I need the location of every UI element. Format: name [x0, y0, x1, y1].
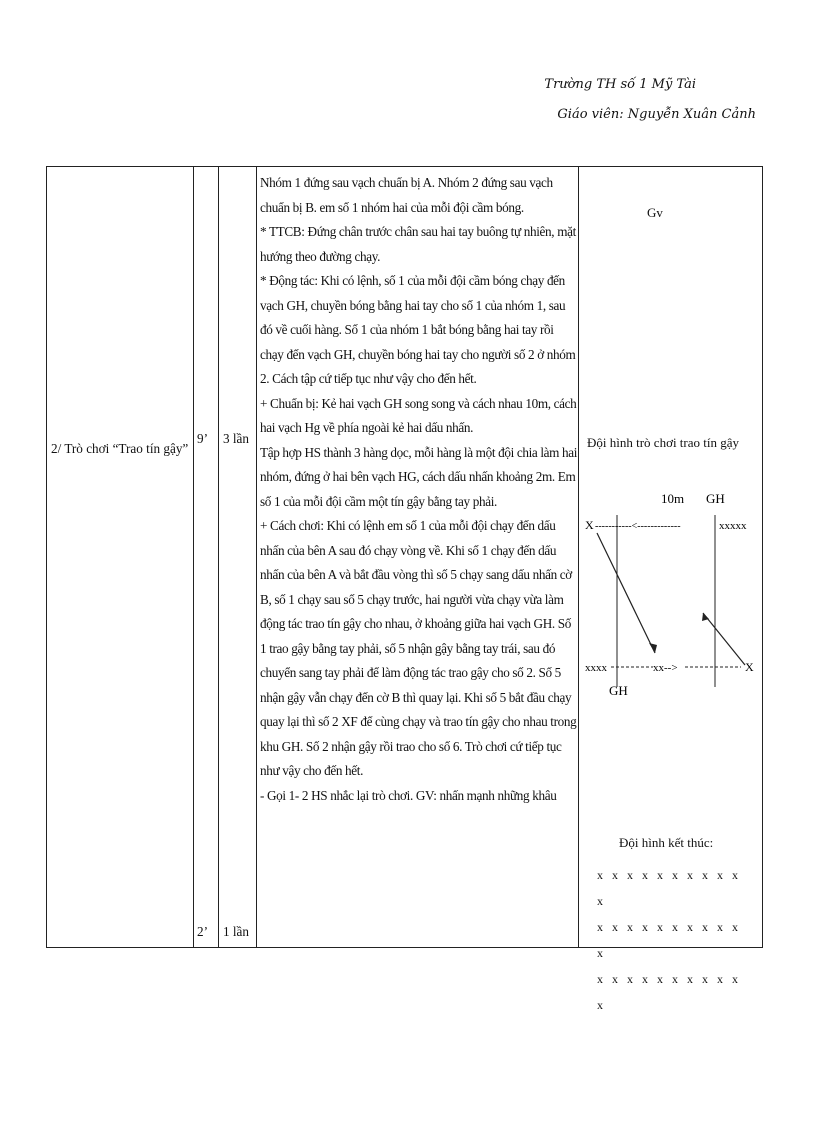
- column-divider: [193, 167, 194, 947]
- end-formation-title: Đội hình kết thúc:: [619, 835, 714, 850]
- column-divider: [218, 167, 219, 947]
- paragraph: * TTCB: Đứng chân trước chân sau hai tay buông tự nhiên, mặt hướng theo đường chạy.: [260, 224, 576, 264]
- formation-row: x x x x x x x x x x x: [597, 972, 741, 1012]
- time-cell-1: 9’: [197, 431, 208, 446]
- relay-diagram-svg: [581, 487, 763, 717]
- school-name: Trường TH số 1 Mỹ Tài: [544, 77, 696, 92]
- bottom-mid: xx-->: [653, 662, 678, 674]
- times-cell-2: 1 lần: [223, 924, 250, 939]
- bottom-left-group: xxxx: [585, 662, 607, 674]
- top-dash: -----------<-------------: [595, 521, 681, 532]
- lesson-table: [46, 166, 763, 1012]
- paragraph: * Động tác: Khi có lệnh, số 1 của mỗi đội cầm bóng chạy đến vạch GH, chuyền bóng bằng hai tay cho số 1 của nhóm 1, sau đó về cuối hàng. Số 1 của nhóm 1 bắt bóng bằng hai tay rồi chạy đến vạch GH, chuyền bóng hai tay cho người số 2 ở nhóm 2. Cách tập cứ tiếp tục như vậy cho đến hết.: [260, 273, 576, 386]
- instructions-content: [260, 171, 578, 808]
- label-gh-bottom: GH: [609, 683, 628, 698]
- paragraph: + Cách chơi: Khi có lệnh em số 1 của mỗi đội chạy đến dấu nhấn của bên A sau đó chạy vòng về. Khi số 1 chạy đến dấu nhấn của bên A và bắt đầu vòng thì số 5 chạy sang dấu nhấn cờ B, số 1 chạy sau số 5 chạy trước, hai người vừa chạy vừa làm động tác trao tín gậy cho nhau, ở khoảng giữa hai vạch GH. Số 1 trao gậy bằng tay phải, số 5 nhận gậy bằng tay trái, sau đó chuyển sang tay phải để làm động tác trao gậy cho số 2. Số 5 nhận gậy vẫn chạy đến cờ B thì quay lại. Khi số 5 bắt đầu chạy quay lại thì số 2 XF để cùng chạy và trao tín gậy cho nhau trong khu GH. Số 2 nhận gậy rồi trao cho số 6. Trò chơi cứ tiếp tục như vậy cho đến hết.: [260, 518, 577, 778]
- formation-row: x x x x x x x x x x x: [597, 868, 741, 908]
- page-header: [544, 70, 756, 130]
- column-divider: [256, 167, 257, 947]
- top-left-x: X: [585, 518, 594, 532]
- paragraph: + Chuẩn bị: Kẻ hai vạch GH song song và cách nhau 10m, cách hai vạch Hg về phía ngoài kẻ hai dấu nhấn.: [260, 395, 577, 435]
- teacher-name: Giáo viên: Nguyễn Xuân Cảnh: [557, 107, 756, 122]
- paragraph: Tập hợp HS thành 3 hàng dọc, mỗi hàng là một đội chia làm hai nhóm, đứng ở hai bên vạch HG, cách dấu nhấn khoảng 2m. Em số 1 của mỗi đội cầm một tín gậy bằng tay phải.: [260, 444, 578, 509]
- column-divider: [578, 167, 579, 947]
- gv-label: Gv: [647, 205, 663, 220]
- arrow-up: [703, 613, 745, 665]
- bottom-right-x: X: [745, 660, 754, 674]
- formation-title: Đội hình trò chơi trao tín gậy: [587, 435, 740, 450]
- end-formation: [597, 862, 752, 1018]
- paragraph: Nhóm 1 đứng sau vạch chuẩn bị A. Nhóm 2 đứng sau vạch chuẩn bị B. em số 1 nhóm hai của mỗi đội cầm bóng.: [260, 175, 553, 215]
- top-right-group: xxxxx: [719, 520, 747, 532]
- arrowhead-down: [649, 643, 657, 653]
- arrow-down: [597, 533, 655, 653]
- section-title: 2/ Trò chơi “Trao tín gậy”: [51, 441, 189, 456]
- time-cell-2: 2’: [197, 924, 208, 939]
- paragraph: - Gọi 1- 2 HS nhắc lại trò chơi. GV: nhấn mạnh những khâu: [260, 787, 557, 803]
- label-gh-top: GH: [706, 491, 725, 506]
- formation-row: x x x x x x x x x x x: [597, 920, 741, 960]
- times-cell-1: 3 lần: [223, 431, 250, 446]
- relay-diagram: [581, 487, 763, 717]
- label-10m: 10m: [661, 491, 685, 506]
